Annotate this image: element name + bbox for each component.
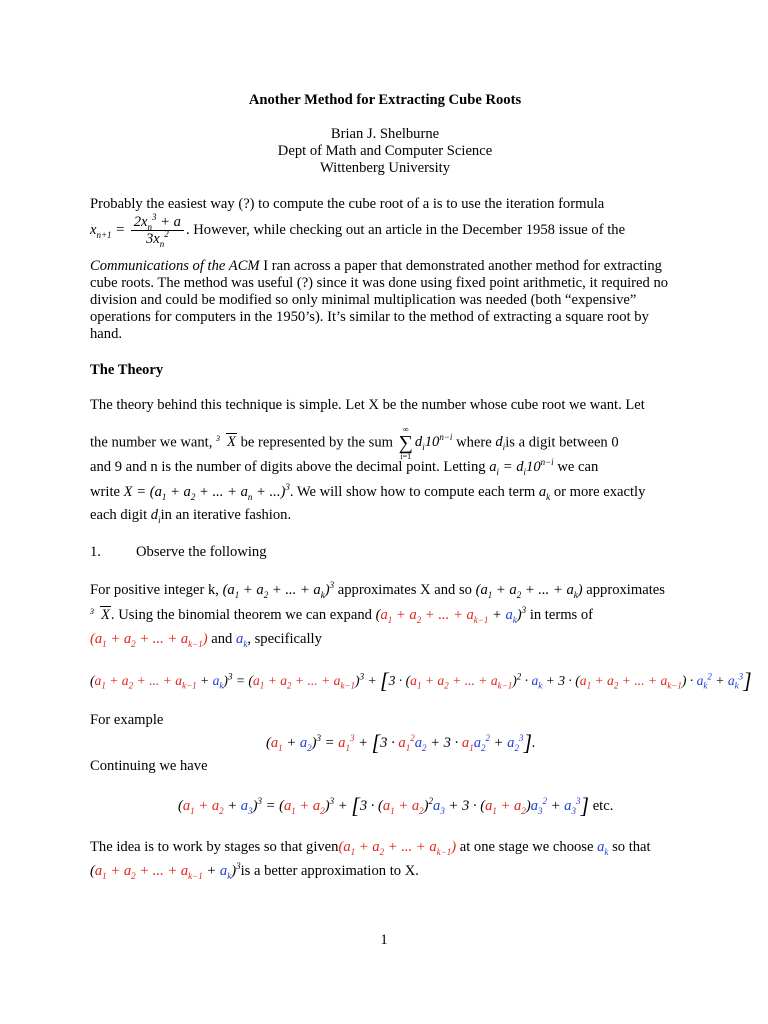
author-name: Brian J. Shelburne <box>330 126 440 142</box>
intro-paragraph <box>90 258 680 343</box>
idea-line-2: ($a_1 + a_2$ + ... + $a_{k-1} + a_k)^3is$ a better approximation to X. <box>90 861 419 881</box>
idea-line-1: The idea is to work by stages so that $given(a_1 + a_2$ + ... + $a_{k-1}$) at one stage we choose $a_k$ so that <box>90 839 651 857</box>
journal-name: Communications of the ACM <box>90 258 260 274</box>
author-dept: Dept of Math and Computer Science <box>277 143 493 159</box>
example-label: For example <box>90 712 164 728</box>
intro-rest: I ran across a paper that demonstrated another method for extracting cube roots. The method was useful (?) since it was done using fixed point arithmetic, it required no division and could be modified so only minimal multiplication was needed (both “expensive” operations for computers in the 1950’s). It’s similar to the method of extracting a square root by hand. <box>90 258 669 342</box>
theory-line-2: the number we want, 3 X be represented by the sum ∞ ∑ i=1 $d_i10^{n-i}$ where $d_iis$ a digit between 0 <box>90 425 619 461</box>
example-equation: $(a_1 + a_2)^3 = a_1^3 + [3 \cdot a_1^2a_2 + 3 \cdot a_1a_2^2 + a_2^3]$. <box>266 730 536 755</box>
item-number: 1. <box>90 544 101 560</box>
cube-root-x: 3 X <box>216 434 236 451</box>
intro-line-1: Probably the easiest way (?) to compute the cube root of a is to use the iteration formula <box>90 196 605 212</box>
observe-line-2: 3 X. Using the binomial theorem we can expand ($a_1 + a_2$ + ... + $a_{k-1} + a_k)^3$ in terms of <box>90 605 594 625</box>
binomial-expansion: ($a_1 + a_2$ + ... + $a_{k-1} + a_k)^3 = (a_1 + a_2$ + ... + $a_{k-1})^3 + [3 \cdot (a_1 + a_2$ + ... + $a_{k-1})^2 \cdot a_k + 3 \cdot (a_1 + a_2$ + ... + $a_{k-1}) \cdot a_k^2 + a_k^3$] <box>90 668 752 693</box>
intro-after-formula: . However, while checking out an article in the December 1958 issue of the <box>185 221 626 238</box>
theory-line-5: each digit $d_iin$ an iterative fashion. <box>90 507 292 525</box>
observe-line-3: ($a_1 + a_2$ + ... + $a_{k-1}$) and $a_k$, specifically <box>90 631 322 649</box>
theory-line-3: and 9 and n is the number of digits above the decimal point. Letting $a_i = d_i10^{n-i}$ we can <box>90 457 599 477</box>
theory-line-1: The theory behind this technique is simple. Let X be the number whose cube root we want. Let <box>90 397 645 413</box>
section-heading-theory: The Theory <box>90 362 164 378</box>
page-number: 1 <box>380 932 388 948</box>
author-university: Wittenberg University <box>319 160 451 176</box>
paper-title: Another Method for Extracting Cube Roots <box>248 92 522 108</box>
iteration-formula-line <box>90 214 680 247</box>
theory-line-4: write $X = (a_1 + a_2$ + ... + $a_n + ...)^3$. We will show how to compute each term $a_k$ or more exactly <box>90 482 646 502</box>
continuing-equation: $(a_1 + a_2 + a_3)^3 = (a_1 + a_2)^3 + [3 \cdot (a_1 + a_2)^2a_3 + 3 \cdot (a_1 + a_2)a_3^2 + a_3^3]$ etc. <box>178 793 614 818</box>
iteration-formula: $x_{n+1}$ = $\frac{2x_n^3 + a}{3x_n^2}$ <box>90 222 186 238</box>
item-text: Observe the following <box>136 544 267 560</box>
observe-line-1: For positive integer k, ($a_1 + a_2$ + ... + $a_k)^3$ approximates X and so ($a_1 + a_2$ + ... + $a_k$) approximates <box>90 580 665 600</box>
summation-sign: ∞ ∑ i=1 <box>398 425 413 461</box>
continuing-label: Continuing we have <box>90 758 208 774</box>
